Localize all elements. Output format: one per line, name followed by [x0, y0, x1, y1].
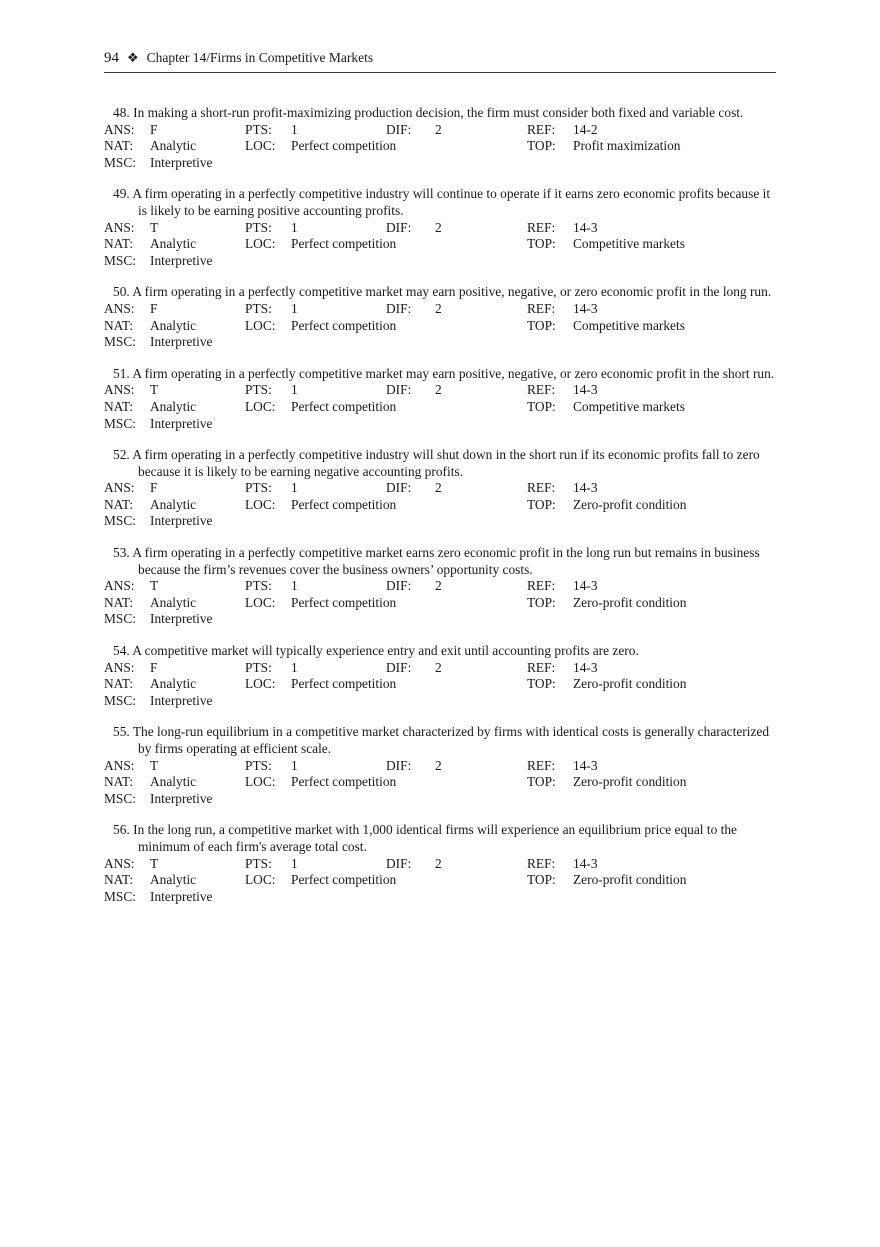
- question-item: [104, 186, 776, 269]
- ref-label: REF:: [527, 219, 556, 235]
- msc-value: Interpretive: [150, 252, 213, 268]
- meta-row-msc: [104, 889, 776, 906]
- nat-label: NAT:: [104, 138, 134, 154]
- question-text-row: [104, 643, 776, 660]
- question-number: 52.: [113, 447, 130, 463]
- top-value: Zero-profit condition: [573, 774, 687, 790]
- question-item: [104, 724, 776, 807]
- chapter-title: Chapter 14/Firms in Competitive Markets: [146, 50, 374, 65]
- ref-value: 14-3: [573, 578, 598, 594]
- meta-row-msc: [104, 155, 776, 172]
- nat-value: Analytic: [150, 398, 197, 414]
- top-value: Zero-profit condition: [573, 594, 687, 610]
- nat-label: NAT:: [104, 872, 134, 888]
- pts-label: PTS:: [245, 480, 272, 496]
- question-item: [104, 284, 776, 350]
- page-header: [104, 50, 776, 73]
- nat-value: Analytic: [150, 594, 197, 610]
- meta-row-answer: [104, 122, 776, 139]
- top-label: TOP:: [527, 236, 556, 252]
- meta-row-answer: [104, 856, 776, 873]
- question-item: [104, 105, 776, 171]
- dif-label: DIF:: [386, 855, 412, 871]
- question-text-row: [104, 822, 776, 855]
- meta-row-answer: [104, 578, 776, 595]
- meta-row-msc: [104, 513, 776, 530]
- ref-label: REF:: [527, 659, 556, 675]
- loc-value: Perfect competition: [291, 496, 397, 512]
- meta-row-msc: [104, 693, 776, 710]
- pts-value: 1: [291, 578, 298, 594]
- dif-value: 2: [435, 757, 442, 773]
- ref-label: REF:: [527, 121, 556, 137]
- nat-value: Analytic: [150, 496, 197, 512]
- top-value: Competitive markets: [573, 398, 685, 414]
- msc-label: MSC:: [104, 790, 137, 806]
- meta-row-answer: [104, 758, 776, 775]
- top-value: Zero-profit condition: [573, 676, 687, 692]
- page-number: 94: [104, 50, 119, 66]
- top-value: Profit maximization: [573, 138, 681, 154]
- msc-label: MSC:: [104, 334, 137, 350]
- meta-row-nat: [104, 318, 776, 335]
- msc-label: MSC:: [104, 154, 137, 170]
- ref-label: REF:: [527, 578, 556, 594]
- dif-label: DIF:: [386, 578, 412, 594]
- loc-value: Perfect competition: [291, 317, 397, 333]
- nat-label: NAT:: [104, 594, 134, 610]
- nat-label: NAT:: [104, 774, 134, 790]
- question-number: 51.: [113, 365, 130, 381]
- dif-label: DIF:: [386, 659, 412, 675]
- ref-label: REF:: [527, 855, 556, 871]
- ref-value: 14-3: [573, 757, 598, 773]
- msc-value: Interpretive: [150, 415, 213, 431]
- ref-label: REF:: [527, 300, 556, 316]
- msc-label: MSC:: [104, 252, 137, 268]
- meta-row-nat: [104, 774, 776, 791]
- question-number: 49.: [113, 186, 130, 202]
- msc-value: Interpretive: [150, 611, 213, 627]
- meta-row-msc: [104, 334, 776, 351]
- dif-label: DIF:: [386, 757, 412, 773]
- msc-label: MSC:: [104, 415, 137, 431]
- question-statement: A firm operating in a perfectly competitive market earns zero economic profit in the long run but remains in business because the firm’s revenues cover the business owners’ opportunity costs.: [132, 545, 760, 577]
- ans-label: ANS:: [104, 219, 135, 235]
- nat-label: NAT:: [104, 317, 134, 333]
- dif-value: 2: [435, 219, 442, 235]
- meta-row-answer: [104, 301, 776, 318]
- loc-value: Perfect competition: [291, 676, 397, 692]
- ans-value: F: [150, 121, 158, 137]
- meta-row-answer: [104, 220, 776, 237]
- meta-row-nat: [104, 236, 776, 253]
- dif-value: 2: [435, 578, 442, 594]
- loc-value: Perfect competition: [291, 594, 397, 610]
- dif-label: DIF:: [386, 480, 412, 496]
- nat-label: NAT:: [104, 676, 134, 692]
- meta-row-nat: [104, 595, 776, 612]
- msc-value: Interpretive: [150, 692, 213, 708]
- top-label: TOP:: [527, 594, 556, 610]
- ans-value: F: [150, 480, 158, 496]
- top-label: TOP:: [527, 317, 556, 333]
- loc-value: Perfect competition: [291, 138, 397, 154]
- ans-value: T: [150, 757, 159, 773]
- question-item: [104, 545, 776, 628]
- loc-label: LOC:: [245, 317, 276, 333]
- dif-value: 2: [435, 300, 442, 316]
- ans-label: ANS:: [104, 757, 135, 773]
- dif-value: 2: [435, 659, 442, 675]
- meta-row-msc: [104, 611, 776, 628]
- question-number: 50.: [113, 284, 130, 300]
- nat-label: NAT:: [104, 496, 134, 512]
- top-label: TOP:: [527, 496, 556, 512]
- msc-value: Interpretive: [150, 888, 213, 904]
- question-text-row: [104, 545, 776, 578]
- question-statement: A firm operating in a perfectly competitive industry will continue to operate if it earns zero economic profits because it is likely to be earning positive accounting profits.: [132, 186, 771, 218]
- nat-label: NAT:: [104, 398, 134, 414]
- ref-value: 14-3: [573, 855, 598, 871]
- dif-value: 2: [435, 121, 442, 137]
- meta-row-nat: [104, 872, 776, 889]
- meta-row-nat: [104, 497, 776, 514]
- pts-value: 1: [291, 300, 298, 316]
- question-number: 56.: [113, 822, 130, 838]
- nat-value: Analytic: [150, 317, 197, 333]
- top-value: Competitive markets: [573, 236, 685, 252]
- pts-label: PTS:: [245, 300, 272, 316]
- question-list: [104, 105, 776, 920]
- question-statement: A firm operating in a perfectly competitive market may earn positive, negative, or zero economic profit in the long run.: [132, 284, 772, 300]
- msc-label: MSC:: [104, 888, 137, 904]
- dif-label: DIF:: [386, 219, 412, 235]
- question-item: [104, 366, 776, 432]
- pts-label: PTS:: [245, 659, 272, 675]
- question-text-row: [104, 186, 776, 219]
- ref-label: REF:: [527, 480, 556, 496]
- dif-label: DIF:: [386, 121, 412, 137]
- pts-label: PTS:: [245, 855, 272, 871]
- loc-label: LOC:: [245, 398, 276, 414]
- pts-value: 1: [291, 219, 298, 235]
- question-text-row: [104, 284, 776, 301]
- ans-label: ANS:: [104, 300, 135, 316]
- question-number: 48.: [113, 105, 130, 120]
- ans-value: T: [150, 855, 159, 871]
- ref-value: 14-3: [573, 382, 598, 398]
- ans-value: T: [150, 219, 159, 235]
- ans-value: T: [150, 578, 159, 594]
- question-item: [104, 643, 776, 709]
- loc-label: LOC:: [245, 496, 276, 512]
- pts-label: PTS:: [245, 578, 272, 594]
- meta-row-answer: [104, 660, 776, 677]
- ref-value: 14-3: [573, 480, 598, 496]
- question-item: [104, 447, 776, 530]
- pts-value: 1: [291, 659, 298, 675]
- loc-label: LOC:: [245, 774, 276, 790]
- loc-value: Perfect competition: [291, 774, 397, 790]
- dif-value: 2: [435, 480, 442, 496]
- msc-value: Interpretive: [150, 334, 213, 350]
- pts-value: 1: [291, 855, 298, 871]
- ans-value: F: [150, 300, 158, 316]
- question-statement: A firm operating in a perfectly competitive industry will shut down in the short run if its economic profits fall to zero because it is likely to be earning negative accounting profits.: [132, 447, 760, 479]
- ref-value: 14-3: [573, 659, 598, 675]
- question-number: 54.: [113, 643, 130, 659]
- question-text-row: [104, 366, 776, 383]
- question-item: [104, 822, 776, 905]
- nat-value: Analytic: [150, 138, 197, 154]
- ref-value: 14-2: [573, 121, 598, 137]
- loc-value: Perfect competition: [291, 398, 397, 414]
- meta-row-answer: [104, 382, 776, 399]
- ans-label: ANS:: [104, 578, 135, 594]
- nat-value: Analytic: [150, 676, 197, 692]
- nat-value: Analytic: [150, 872, 197, 888]
- dif-label: DIF:: [386, 382, 412, 398]
- ref-value: 14-3: [573, 219, 598, 235]
- pts-label: PTS:: [245, 757, 272, 773]
- question-statement: In making a short-run profit-maximizing production decision, the firm must consider both fixed and variable cost.: [133, 105, 744, 120]
- top-label: TOP:: [527, 872, 556, 888]
- ref-label: REF:: [527, 382, 556, 398]
- ans-value: F: [150, 659, 158, 675]
- ans-label: ANS:: [104, 480, 135, 496]
- top-label: TOP:: [527, 398, 556, 414]
- dif-value: 2: [435, 855, 442, 871]
- question-text-row: [104, 724, 776, 757]
- pts-value: 1: [291, 757, 298, 773]
- pts-value: 1: [291, 480, 298, 496]
- loc-label: LOC:: [245, 872, 276, 888]
- loc-value: Perfect competition: [291, 872, 397, 888]
- question-statement: A competitive market will typically experience entry and exit until accounting profits are zero.: [132, 643, 639, 659]
- dif-label: DIF:: [386, 300, 412, 316]
- meta-row-nat: [104, 676, 776, 693]
- question-statement: The long-run equilibrium in a competitive market characterized by firms with identical costs is generally characterized by firms operating at efficient scale.: [132, 724, 770, 756]
- ans-label: ANS:: [104, 855, 135, 871]
- loc-label: LOC:: [245, 236, 276, 252]
- pts-value: 1: [291, 121, 298, 137]
- top-value: Zero-profit condition: [573, 872, 687, 888]
- nat-label: NAT:: [104, 236, 134, 252]
- pts-label: PTS:: [245, 121, 272, 137]
- question-number: 53.: [113, 545, 130, 561]
- ans-label: ANS:: [104, 382, 135, 398]
- question-statement: In the long run, a competitive market with 1,000 identical firms will experience an equilibrium price equal to the minimum of each firm's average total cost.: [133, 822, 737, 854]
- pts-label: PTS:: [245, 382, 272, 398]
- msc-label: MSC:: [104, 611, 137, 627]
- ref-label: REF:: [527, 757, 556, 773]
- ans-label: ANS:: [104, 121, 135, 137]
- top-value: Competitive markets: [573, 317, 685, 333]
- dif-value: 2: [435, 382, 442, 398]
- meta-row-answer: [104, 480, 776, 497]
- meta-row-msc: [104, 416, 776, 433]
- pts-label: PTS:: [245, 219, 272, 235]
- top-label: TOP:: [527, 676, 556, 692]
- ornament-icon: ❖: [127, 50, 139, 65]
- question-statement: A firm operating in a perfectly competitive market may earn positive, negative, or zero economic profit in the short run.: [132, 365, 775, 381]
- ans-label: ANS:: [104, 659, 135, 675]
- ans-value: T: [150, 382, 159, 398]
- meta-row-nat: [104, 138, 776, 155]
- pts-value: 1: [291, 382, 298, 398]
- msc-value: Interpretive: [150, 154, 213, 170]
- nat-value: Analytic: [150, 236, 197, 252]
- question-text-row: [104, 447, 776, 480]
- msc-label: MSC:: [104, 513, 137, 529]
- meta-row-msc: [104, 253, 776, 270]
- loc-label: LOC:: [245, 594, 276, 610]
- top-label: TOP:: [527, 138, 556, 154]
- question-text-row: [104, 105, 776, 122]
- ref-value: 14-3: [573, 300, 598, 316]
- top-value: Zero-profit condition: [573, 496, 687, 512]
- meta-row-msc: [104, 791, 776, 808]
- loc-label: LOC:: [245, 138, 276, 154]
- loc-value: Perfect competition: [291, 236, 397, 252]
- meta-row-nat: [104, 399, 776, 416]
- nat-value: Analytic: [150, 774, 197, 790]
- loc-label: LOC:: [245, 676, 276, 692]
- question-number: 55.: [113, 724, 130, 740]
- msc-label: MSC:: [104, 692, 137, 708]
- msc-value: Interpretive: [150, 790, 213, 806]
- msc-value: Interpretive: [150, 513, 213, 529]
- top-label: TOP:: [527, 774, 556, 790]
